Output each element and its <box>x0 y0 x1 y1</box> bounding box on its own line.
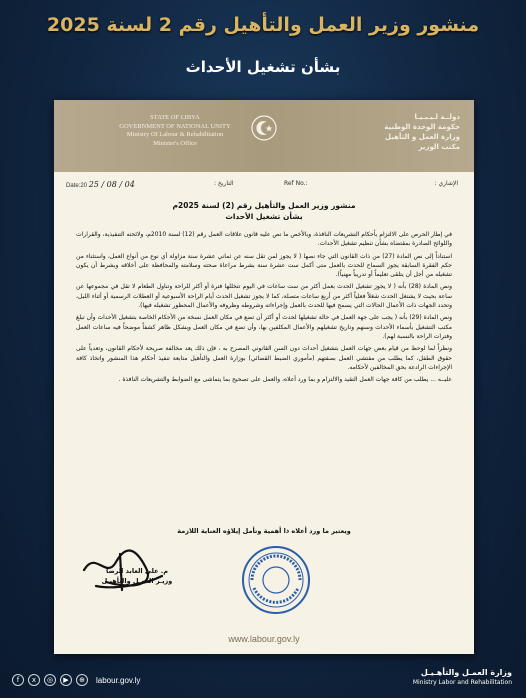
signer-block <box>92 566 182 586</box>
letterhead-en-line: STATE OF LIBYA <box>150 114 200 121</box>
letterhead-ar-line: وزارة العمل و التأهيل <box>385 133 460 141</box>
social-links <box>12 674 140 686</box>
body-paragraph: استناداً إلى نص المادة (27) من ذات القانون التي جاء نصها ( لا يجوز لمن تقل سنه عن ثماني عشرة سنة مزاولة أي نوع من أنواع العمل، واستثناء من حكم الفقرة السابقة يجوز السماح للحدث بالعمل متى أكمل ست عشرة سنة بشرط مراعاة صحته وسلامته والمحافظة على أخلاقه وبشرط أن يكون تشغيله من أجل أن يتلقى تعليماً أو تدريباً مهنياً). <box>76 252 452 279</box>
signer-title: وزيـر العمـل والتأهيـل <box>101 577 173 585</box>
body-paragraph: ونظراً لما لوحظ من قيام بعض جهات العمل بتشغيل أحداث دون السن القانوني المصرح به ، فإن ذلك يعد مخالفة صريحة لأحكام القانون، وتعدياً على حقوق الطفل، كما يطلب من مفتشي العمل بصفتهم (مأموري الضبط القضائي) بوزارة العمل والتأهيل متابعة تنفيذ أحكام هذا المنشور واتخاذ كافة الإجراءات الرادعة بحق المخالفين لأحكامه. <box>76 345 452 371</box>
page-footer <box>0 658 526 698</box>
footer-url[interactable]: labour.gov.ly <box>96 675 141 685</box>
letterhead-en-line: GOVERNMENT OF NATIONAL UNITY <box>119 122 231 130</box>
arabic-date-label: التاريخ : <box>214 180 234 187</box>
youtube-icon[interactable]: ▶ <box>60 674 72 686</box>
arabic-ref-label: الإشاري : <box>434 180 458 187</box>
banner-title: منشور وزير العمل والتأهيل رقم 2 لسنة 2025 <box>46 14 480 36</box>
date-label: Date:20 <box>66 183 88 189</box>
letterhead-ar-line: دولــة لـيـبـيـا <box>414 113 460 121</box>
body-paragraph: في إطار الحرص على الالتزام بأحكام التشريعات النافذة، وبالأخص ما نص عليه قانون علاقات العمل رقم (12) لسنة 2010م، ولائحته التنفيذية، والقرارات واللوائح الصادرة بمقتضاه بشأن تنظيم تشغيل الأحداث. <box>76 231 452 248</box>
signer-name: م. علي العابد الرضا <box>105 567 169 575</box>
letterhead-en-line: Minister's Office <box>153 139 197 147</box>
date-value: 25 / 08 / 04 <box>88 180 135 189</box>
banner-subtitle: بشأن تشغيل الأحداث <box>185 58 341 76</box>
web-icon[interactable]: ⊕ <box>76 674 88 686</box>
body-paragraph: عليــه ... يطلب من كافة جهات العمل التقيد والالتزام و بما ورد أعلاه، والعمل على تصحيح بما يتماشى مع الضوابط والتشريعات النافذة . <box>118 376 452 384</box>
document-title-line: منشور وزير العمل والتأهيل رقم (2) لسنة 2025م <box>172 201 356 210</box>
ministry-name-ar: وزارة العمـل والتأهـيـل <box>420 668 512 677</box>
letterhead-english <box>110 114 240 148</box>
letterhead-ar-line: حكومة الوحدة الوطنية <box>384 123 460 131</box>
official-seal-icon <box>240 544 312 616</box>
x-icon[interactable]: x <box>28 674 40 686</box>
letterhead-en-line: Ministry Of Labour & Rehabilitation <box>126 131 224 138</box>
instagram-icon[interactable]: ◎ <box>44 674 56 686</box>
libya-emblem-icon <box>250 114 278 142</box>
ref-label: Ref No.: <box>284 180 308 187</box>
date-field <box>66 180 135 189</box>
letterhead-arabic <box>340 112 460 152</box>
ministry-logo <box>413 668 512 686</box>
document-footer-url: www.labour.gov.ly <box>228 634 300 644</box>
facebook-icon[interactable]: f <box>12 674 24 686</box>
document-title <box>54 200 474 222</box>
body-paragraph: ونص المادة (29) بأنه ( يجب على جهة العمل في حالة تشغيلها لحدث أو أكثر أن تضع في مكان العمل نسخة من الأحكام الخاصة بتشغيل الأحداث وأن تبلغ مكتب التشغيل بأسماء الأحداث وسنهم وتاريخ تشغيلهم والأعمال المكلفين بها، وأن تضع في مكان العمل وبشكل ظاهر كشفاً موضحاً فيه ساعات العمل وفترات الراحة بالنسبة لهم). <box>76 314 453 340</box>
letterhead-ar-line: مكتب الوزير <box>418 143 460 151</box>
letterhead <box>54 100 474 172</box>
closing-line: ويعتبر ما ورد أعلاه ذا أهمية وتأمل إيلاؤه العناية اللازمة <box>177 527 351 535</box>
reference-row <box>64 178 464 194</box>
ministry-name-en: Ministry Labor and Rehabilitation <box>412 679 512 686</box>
document-body <box>76 230 452 387</box>
body-paragraph: ونص المادة (28) بأنه ( لا يجوز تشغيل الحدث بعمل أكثر من ست ساعات في اليوم تتخللها فترة أو أكثر للراحة وتناول الطعام لا تقل في مجموعها عن ساعة بحيث لا يشتغل الحدث شغلاً فعلياً أكثر من أربع ساعات متصلة، كما لا يجوز تشغيل الحدث أيام الراحة الأسبوعية أو العطلات الرسمية أو أثناء الليل، وتحدد الجهات ذات الأعمال الحالات التي يسمح فيها للحدث بالعمل وإجراءاته وشروطه وظروفه والأعمال المحظور تشغيله فيها). <box>76 283 452 310</box>
document-subject-line: بشأن تشغيل الأحداث <box>225 212 303 221</box>
document-page <box>54 100 474 654</box>
